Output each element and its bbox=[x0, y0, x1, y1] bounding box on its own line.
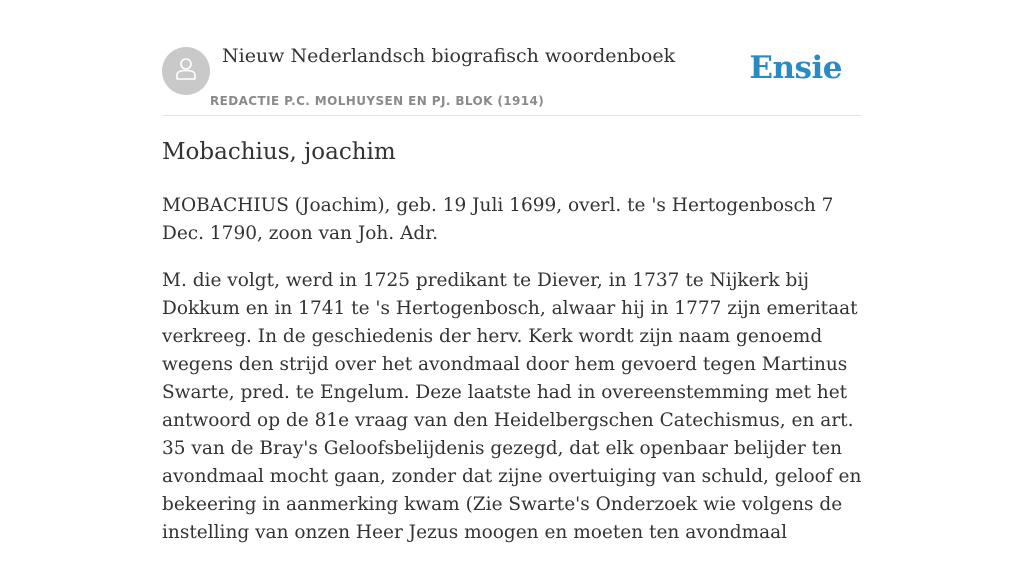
book-editors: REDACTIE P.C. MOLHUYSEN EN PJ. BLOK (1914) bbox=[210, 94, 545, 108]
entry-paragraph: MOBACHIUS (Joachim), geb. 19 Juli 1699, overl. te 's Hertogenbosch 7 Dec. 1790, zoon van Joh. Adr. bbox=[162, 195, 834, 244]
user-icon bbox=[172, 55, 200, 88]
book-title[interactable]: Nieuw Nederlandsch biografisch woordenboek bbox=[222, 45, 676, 67]
entry-title: Mobachius, joachim bbox=[162, 139, 396, 165]
book-header bbox=[162, 0, 862, 116]
avatar[interactable] bbox=[162, 47, 210, 95]
content-container bbox=[162, 0, 862, 543]
entry-paragraph: M. die volgt, werd in 1725 predikant te Diever, in 1737 te Nijkerk bij Dokkum en in 1741 te 's Hertogenbosch, alwaar hij in 1777 zijn emeritaat verkreeg. In de geschiedenis der herv. Kerk wordt zijn naam genoemd wegens den strijd over het avondmaal door hem gevoerd tegen Martinus Swarte, pred. te Engelum. Deze laatste had in overeenstemming met het antwoord op de 81e vraag van den Heidelbergschen Catechismus, en art. 35 van de Bray's Geloofsbelijdenis gezegd, dat elk openbaar belijder ten avondmaal mocht gaan, zonder dat zijne overtuiging van schuld, geloof en bekeering in aanmerking kwam (Zie Swarte's Onderzoek wie volgens de instelling van onzen Heer Jezus moogen en moeten ten avondmaal bbox=[162, 270, 862, 543]
ensie-logo[interactable]: Ensie bbox=[749, 50, 842, 86]
entry-body bbox=[162, 192, 862, 566]
